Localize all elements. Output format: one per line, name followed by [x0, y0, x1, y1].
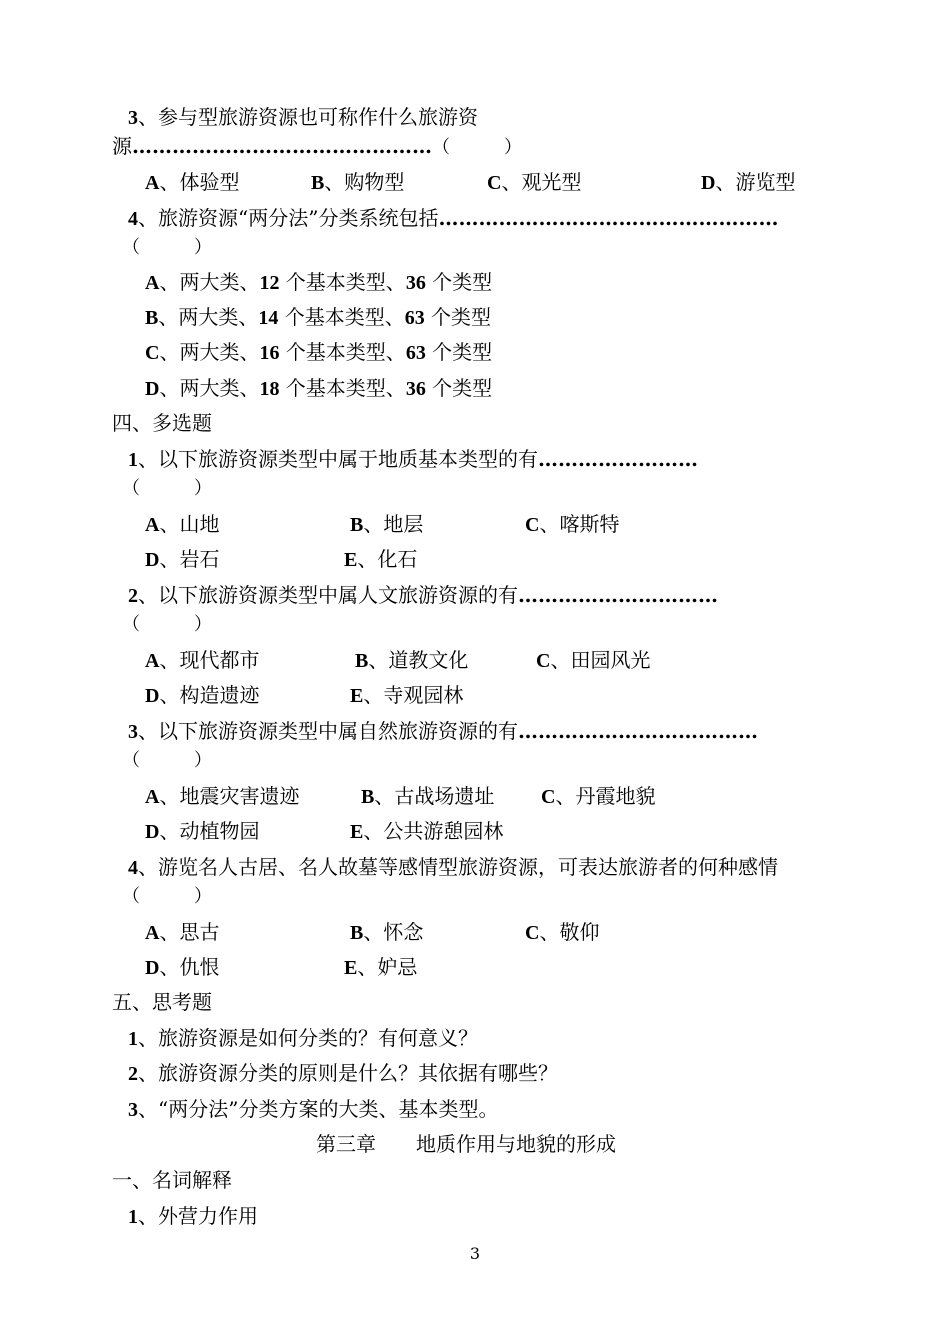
option-b: B、两大类、14 个基本类型、63 个类型	[145, 305, 492, 329]
section-heading: 一、名词解释	[112, 1168, 232, 1192]
option-a: A、地震灾害遗迹	[145, 784, 300, 808]
leader-dots: ……………………………………………	[438, 206, 779, 230]
answer-blank: （ ）	[122, 614, 212, 635]
option-a: A、体验型	[145, 170, 240, 194]
option-e: E、妒忌	[344, 955, 418, 979]
leader-dots: ………………………………………	[132, 134, 432, 158]
page-number: 3	[469, 1244, 481, 1263]
option-a: A、现代都市	[145, 648, 260, 672]
option-e: E、寺观园林	[350, 683, 464, 707]
term-1: 1、外营力作用	[128, 1204, 258, 1228]
think-question-3: 3、“两分法”分类方案的大类、基本类型。	[128, 1097, 499, 1121]
option-c: C、喀斯特	[525, 512, 620, 536]
leader-dots: ……………………	[538, 447, 698, 471]
answer-blank: （ ）	[122, 886, 212, 907]
option-d: D、动植物园	[145, 819, 260, 843]
option-b: B、地层	[350, 512, 424, 536]
multi-question-2: 2、以下旅游资源类型中属人文旅游资源的有…………………………	[128, 583, 718, 607]
think-question-2: 2、旅游资源分类的原则是什么？其依据有哪些？	[128, 1061, 558, 1085]
option-d: D、仇恨	[145, 955, 220, 979]
option-c: C、两大类、16 个基本类型、63 个类型	[145, 340, 493, 364]
multi-question-3: 3、以下旅游资源类型中属自然旅游资源的有………………………………	[128, 719, 758, 743]
question-number: 4	[128, 208, 138, 230]
leader-dots: ………………………………	[518, 719, 758, 743]
option-d: D、构造遗迹	[145, 683, 260, 707]
question-3-line1	[128, 103, 478, 132]
answer-blank: （ ）	[122, 750, 212, 771]
option-e: E、公共游憩园林	[350, 819, 504, 843]
chapter-title: 第三章 地质作用与地貌的形成	[316, 1132, 616, 1156]
question-text: 、参与型旅游资源也可称作什么旅游资	[138, 105, 478, 129]
option-b: B、怀念	[350, 920, 424, 944]
option-b: B、购物型	[311, 170, 405, 194]
option-a: A、山地	[145, 512, 220, 536]
option-a: A、思古	[145, 920, 220, 944]
question-number: 3	[128, 107, 138, 129]
answer-blank: （ ）	[432, 137, 522, 158]
question-text: 、旅游资源“两分法”分类系统包括	[138, 206, 439, 230]
multi-question-4: 4、游览名人古居、名人故墓等感情型旅游资源，可表达旅游者的何种感情	[128, 855, 778, 879]
option-c: C、丹霞地貌	[541, 784, 656, 808]
multi-question-1: 1、以下旅游资源类型中属于地质基本类型的有……………………	[128, 447, 698, 471]
option-e: E、化石	[344, 547, 418, 571]
option-d: D、两大类、18 个基本类型、36 个类型	[145, 376, 493, 400]
option-c: C、田园风光	[536, 648, 651, 672]
option-d: D、岩石	[145, 547, 220, 571]
answer-blank: （ ）	[122, 237, 212, 258]
option-b: B、古战场遗址	[361, 784, 495, 808]
option-d: D、游览型	[701, 170, 796, 194]
section-heading: 五、思考题	[112, 990, 212, 1014]
answer-blank: （ ）	[122, 478, 212, 499]
option-c: C、观光型	[487, 170, 582, 194]
question-text: 源	[112, 134, 132, 158]
option-a: A、两大类、12 个基本类型、36 个类型	[145, 270, 493, 294]
option-c: C、敬仰	[525, 920, 600, 944]
question-3-line2	[112, 132, 522, 162]
question-4-line1	[128, 204, 778, 233]
leader-dots: …………………………	[518, 583, 718, 607]
section-heading: 四、多选题	[112, 411, 212, 435]
think-question-1: 1、旅游资源是如何分类的？有何意义？	[128, 1026, 478, 1050]
option-b: B、道教文化	[355, 648, 469, 672]
